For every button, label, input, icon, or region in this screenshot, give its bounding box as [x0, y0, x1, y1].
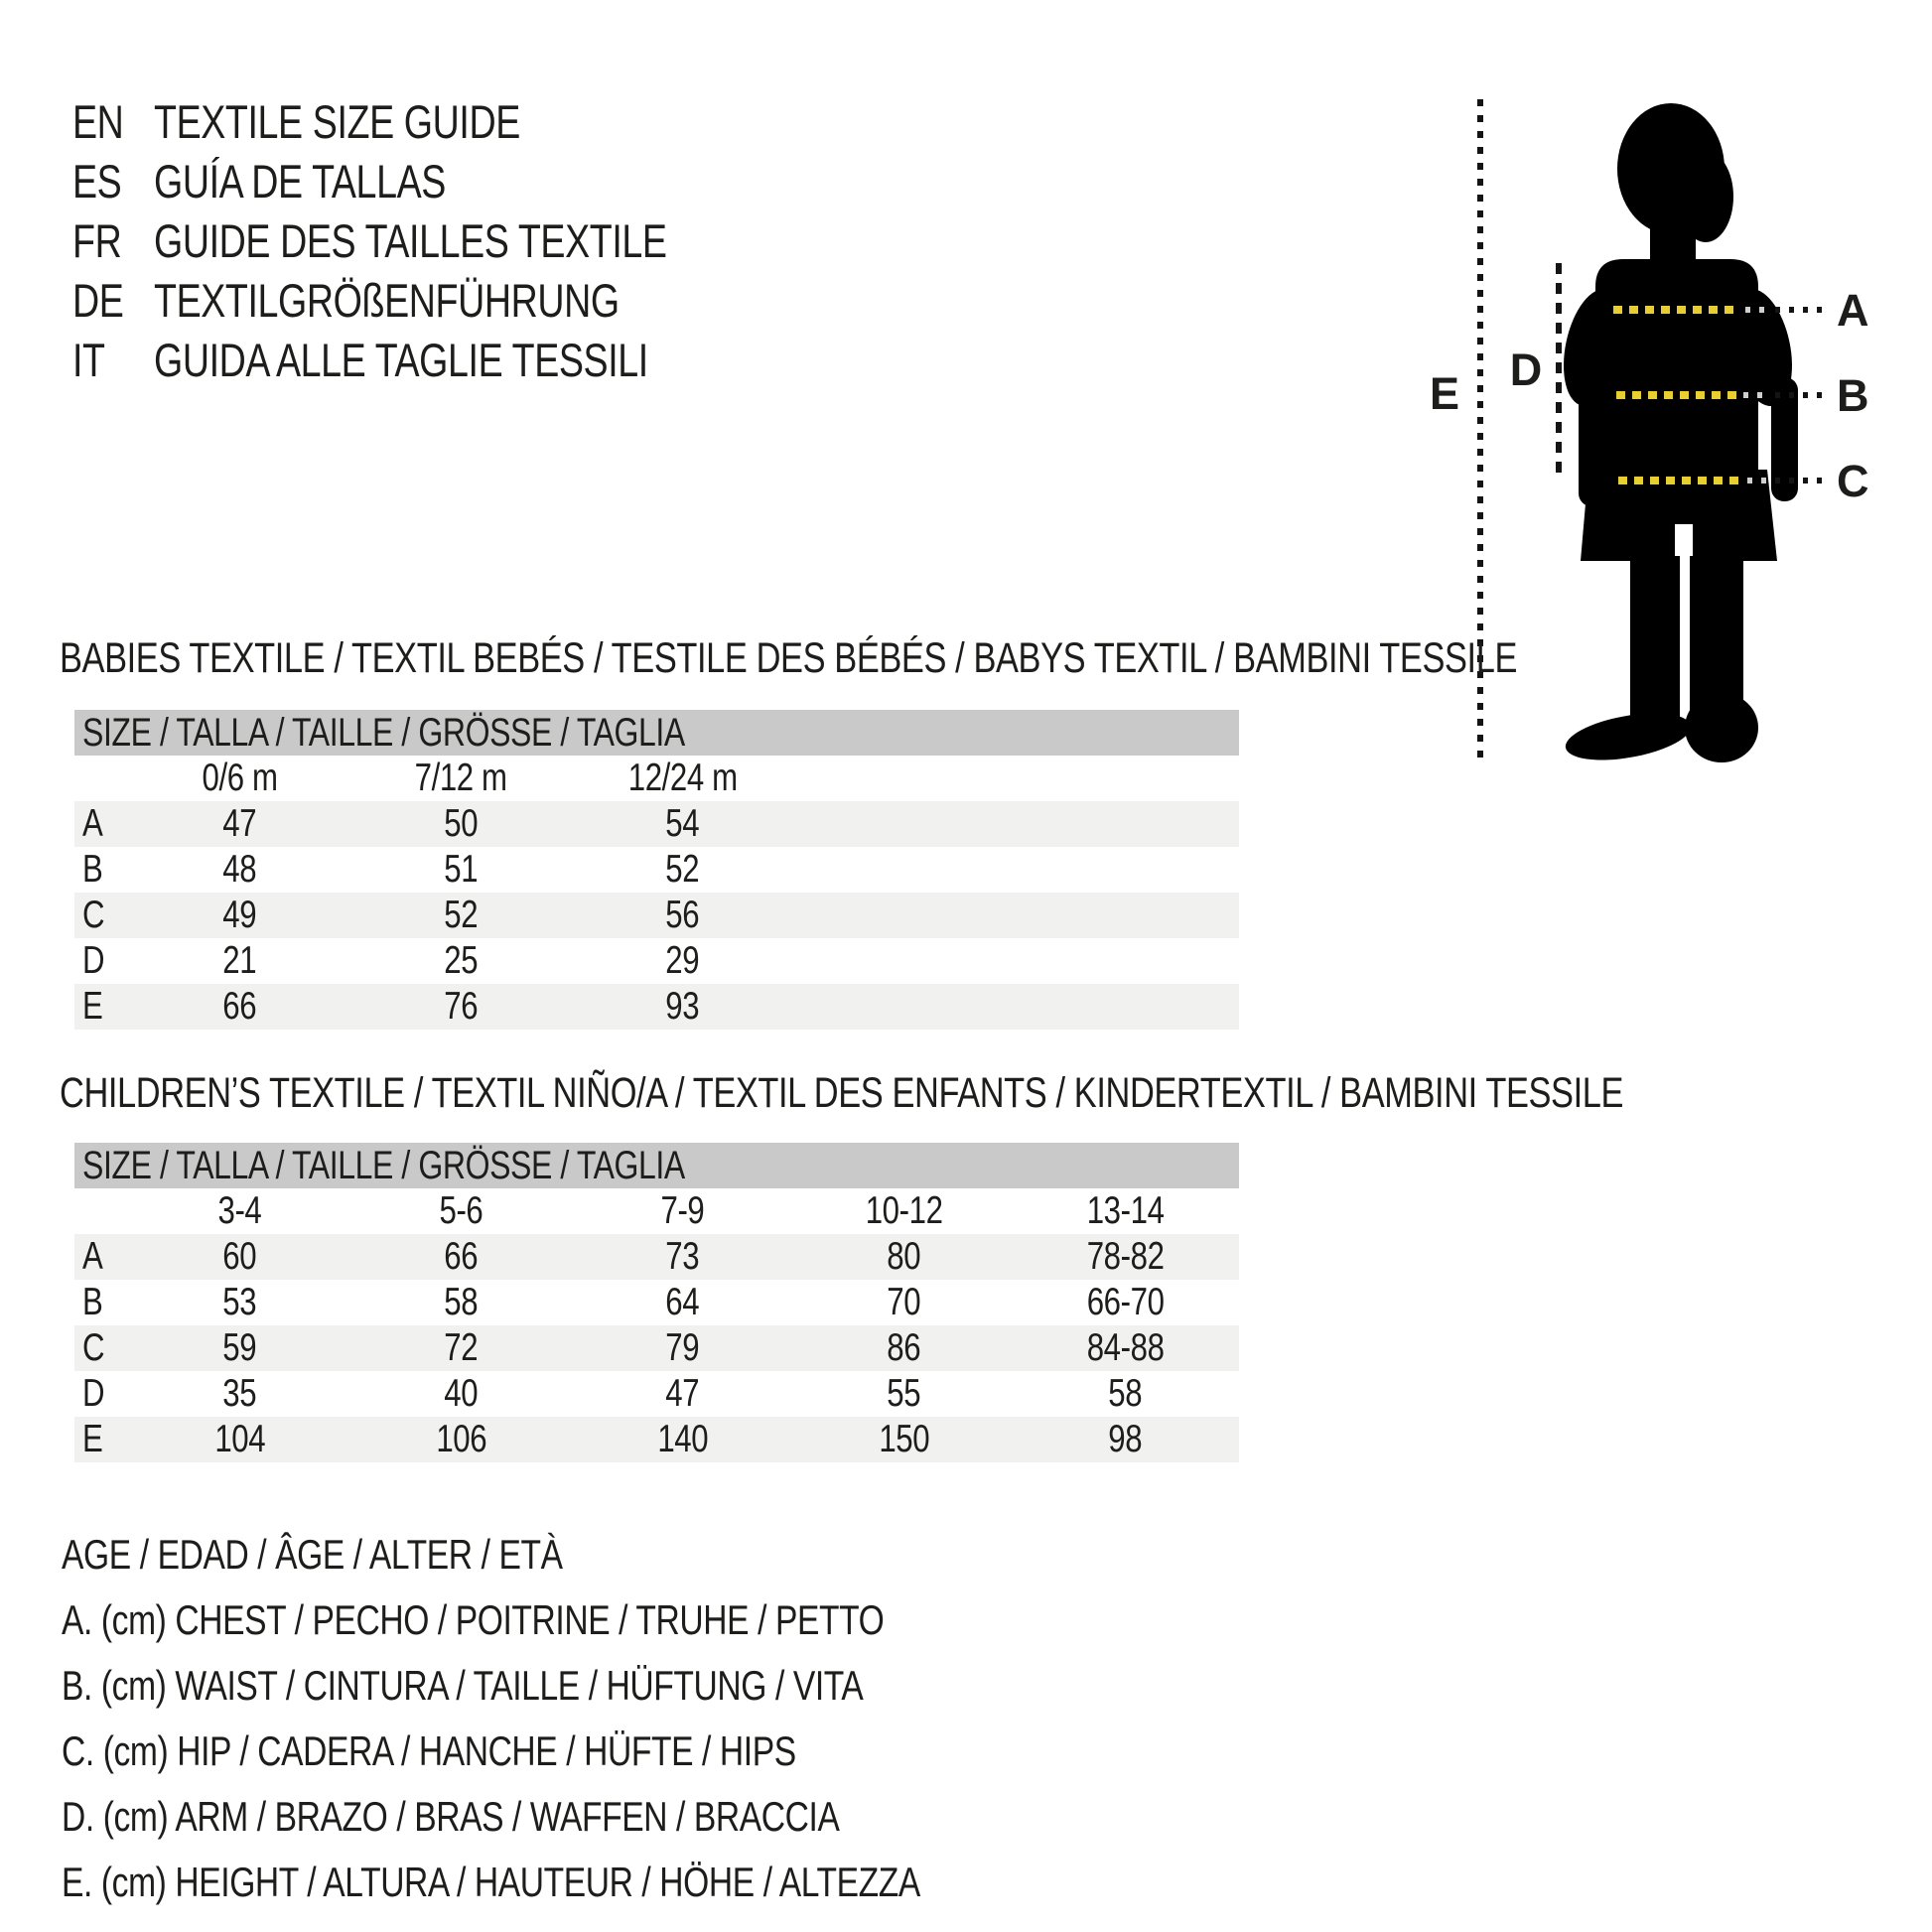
babies-row-d: D 21 25 29	[82, 939, 700, 982]
figure-label-c: C	[1837, 456, 1869, 506]
page-title-it: GUIDA ALLE TAGLIE TESSILI	[154, 333, 648, 386]
children-col-2: 7-9	[660, 1189, 705, 1232]
silhouette-torso	[1595, 259, 1758, 472]
babies-col-1: 7/12 m	[414, 757, 507, 799]
babies-row-b: B 48 51 52	[82, 848, 700, 891]
children-col-1: 5-6	[439, 1189, 483, 1232]
figure-label-e: E	[1429, 368, 1460, 419]
children-row-e: E 104 106 140 150 98	[74, 1417, 1239, 1462]
babies-row-a: A 47 50 54	[74, 801, 1239, 847]
babies-section-title: BABIES TEXTILE / TEXTIL BEBÉS / TESTILE DES BÉBÉS / BABYS TEXTIL / BAMBINI TESSILE	[60, 633, 1517, 682]
language-code-fr: FR	[72, 213, 122, 267]
children-col-4: 13-14	[1086, 1189, 1165, 1232]
language-row-de	[72, 270, 795, 330]
children-size-header-bar: SIZE / TALLA / TAILLE / GRÖSSE / TAGLIA	[74, 1143, 1239, 1188]
legend-age: AGE / EDAD / ÂGE / ALTER / ETÀ	[62, 1531, 563, 1578]
legend-hip-c: C. (cm) HIP / CADERA / HANCHE / HÜFTE / HIPS	[62, 1727, 796, 1774]
children-col-0: 3-4	[217, 1189, 262, 1232]
page-title-es: GUÍA DE TALLAS	[154, 154, 446, 207]
silhouette-right-foot	[1685, 693, 1758, 762]
language-row-es	[72, 151, 795, 210]
language-row-it	[72, 330, 795, 389]
measurement-legend	[62, 1522, 1135, 1915]
children-row-c: C 59 72 79 86 84-88	[74, 1325, 1239, 1371]
children-row-d: D 35 40 47 55 58	[82, 1372, 1143, 1415]
figure-label-a: A	[1837, 285, 1869, 336]
babies-col-0: 0/6 m	[202, 757, 278, 799]
children-row-a: A 60 66 73 80 78-82	[74, 1234, 1239, 1280]
language-code-es: ES	[72, 154, 122, 207]
children-section-title: CHILDREN’S TEXTILE / TEXTIL NIÑO/A / TEXTIL DES ENFANTS / KINDERTEXTIL / BAMBINI TESSILE	[60, 1068, 1624, 1117]
babies-size-header-bar: SIZE / TALLA / TAILLE / GRÖSSE / TAGLIA	[74, 710, 1239, 756]
page-title-de: TEXTILGRÖßENFÜHRUNG	[154, 273, 620, 327]
figure-label-b: B	[1837, 370, 1869, 421]
figure-label-d: D	[1509, 345, 1543, 395]
language-row-en	[72, 91, 795, 151]
language-code-en: EN	[72, 94, 124, 148]
babies-row-c: C 49 52 56	[74, 893, 1239, 938]
measurement-figure-svg	[1390, 60, 1932, 794]
language-code-de: DE	[72, 273, 124, 327]
babies-column-header-row	[74, 756, 1239, 801]
language-row-fr	[72, 210, 795, 270]
legend-height-e: E. (cm) HEIGHT / ALTURA / HAUTEUR / HÖHE / ALTEZZA	[62, 1859, 920, 1905]
measurement-figure	[1390, 60, 1932, 794]
children-col-3: 10-12	[865, 1189, 943, 1232]
page-title-fr: GUIDE DES TAILLES TEXTILE	[154, 213, 667, 267]
legend-waist-b: B. (cm) WAIST / CINTURA / TAILLE / HÜFTUNG / VITA	[62, 1662, 864, 1709]
language-title-block	[72, 91, 795, 389]
children-column-header-row	[74, 1188, 1239, 1234]
children-row-b: B 53 58 64 70 66-70	[82, 1281, 1165, 1323]
babies-col-2: 12/24 m	[627, 757, 738, 799]
language-code-it: IT	[72, 333, 105, 386]
legend-arm-d: D. (cm) ARM / BRAZO / BRAS / WAFFEN / BRACCIA	[62, 1793, 840, 1840]
babies-row-e: E 66 76 93	[74, 984, 1239, 1030]
legend-chest-a: A. (cm) CHEST / PECHO / POITRINE / TRUHE / PETTO	[62, 1596, 885, 1643]
page-title-en: TEXTILE SIZE GUIDE	[154, 94, 520, 148]
